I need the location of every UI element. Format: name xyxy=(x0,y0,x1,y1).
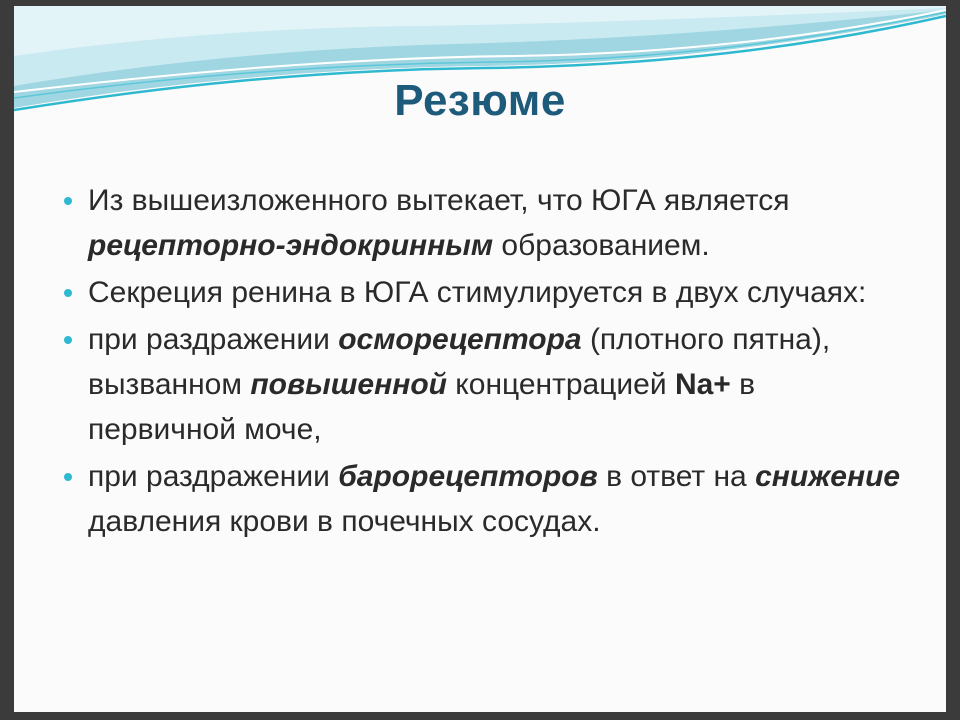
bullet-dot-icon xyxy=(64,197,72,205)
bullet-dot-icon xyxy=(64,336,72,344)
bullet-text: при раздражении барорецепторов в ответ на снижение давления крови в почечных сосудах. xyxy=(88,460,901,538)
bullet-text: при раздражении осморецептора (плотного пятна), вызванном повышенной концентрацией Na+ в первичной моче, xyxy=(88,323,831,446)
bullet-dot-icon xyxy=(64,289,72,297)
bullet-text: Из вышеизложенного вытекает, что ЮГА является рецепторно-эндокринным образованием. xyxy=(88,184,790,262)
bullet-item xyxy=(64,454,904,544)
slide-panel xyxy=(14,6,946,712)
bullet-dot-icon xyxy=(64,473,72,481)
bullet-list xyxy=(64,178,904,546)
page-title: Резюме xyxy=(394,76,566,125)
bullet-item xyxy=(64,270,904,315)
bullet-item xyxy=(64,317,904,452)
bullet-text: Секреция ренина в ЮГА стимулируется в двух случаях: xyxy=(88,276,867,309)
bullet-item xyxy=(64,178,904,268)
